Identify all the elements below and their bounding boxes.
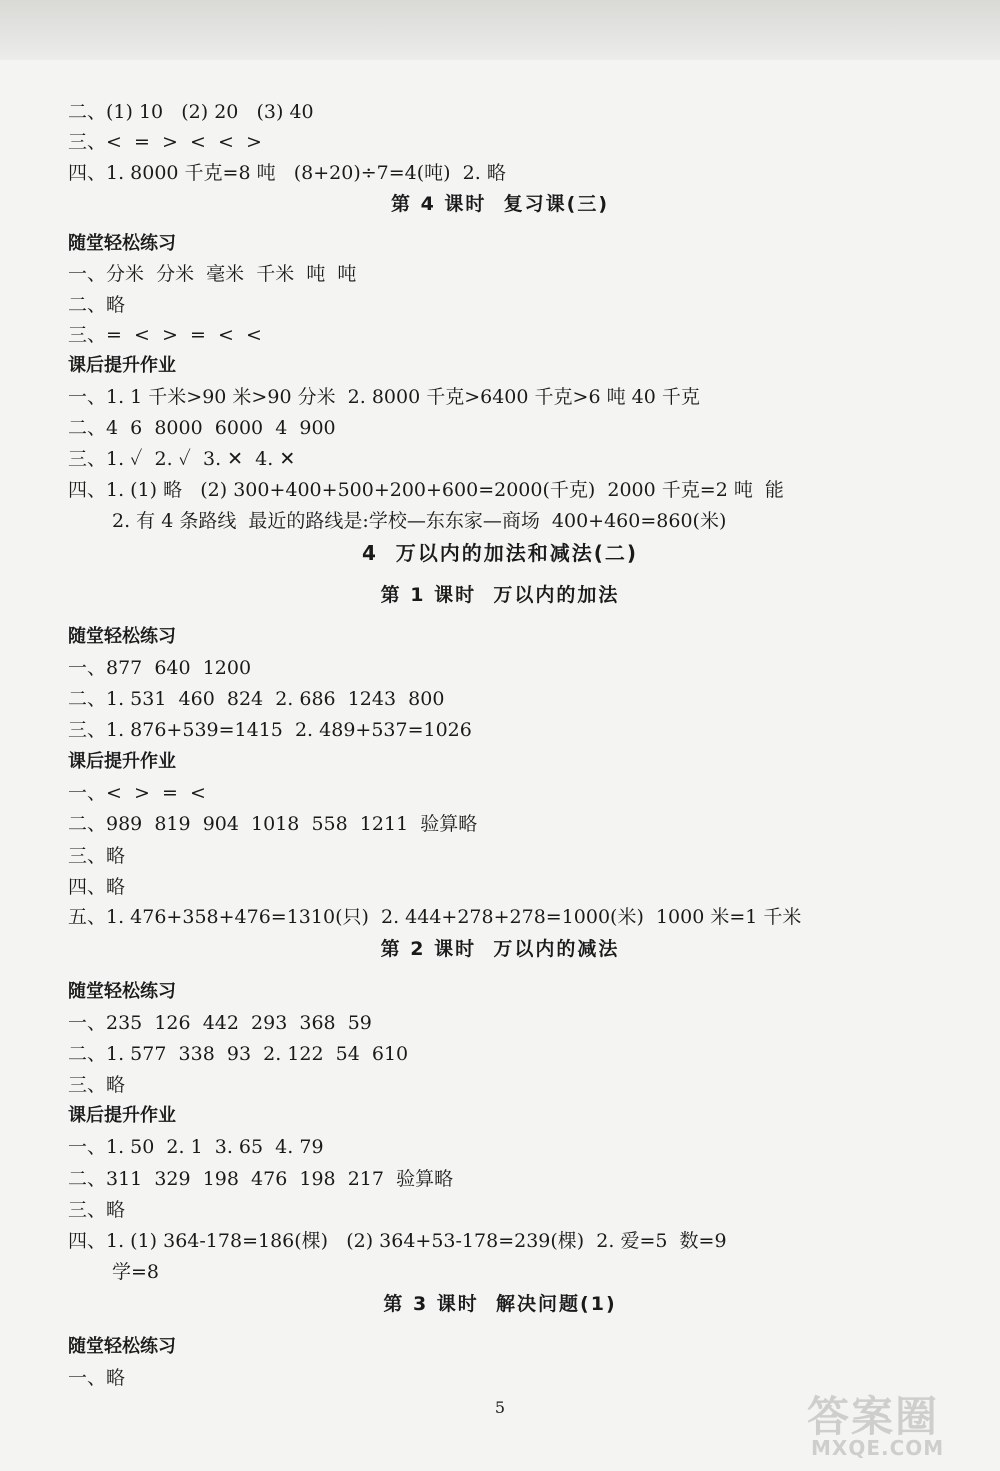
answer-line: 一、877 640 1200 <box>68 657 252 679</box>
watermark-logo <box>797 1384 982 1464</box>
answer-line: 一、略 <box>68 1367 126 1389</box>
lesson-heading: 第 2 课时 万以内的减法 <box>380 938 620 960</box>
answer-line: 一、< > = < <box>68 782 206 804</box>
answer-line: 二、1. 577 338 93 2. 122 54 610 <box>68 1043 409 1065</box>
answer-line: 二、311 329 198 476 198 217 验算略 <box>68 1168 454 1190</box>
answer-line: 二、略 <box>68 294 126 316</box>
lesson-heading: 第 1 课时 万以内的加法 <box>380 584 620 606</box>
answer-line: 二、989 819 904 1018 558 1211 验算略 <box>68 813 478 835</box>
section-label: 课后提升作业 <box>68 751 176 772</box>
watermark-url: MXQE.COM <box>811 1436 945 1460</box>
answer-line: 二、1. 531 460 824 2. 686 1243 800 <box>68 688 445 710</box>
section-label: 随堂轻松练习 <box>68 981 176 1002</box>
answer-line: 三、1. ✓ 2. ✓ 3. ✕ 4. ✕ <box>68 448 296 470</box>
section-label: 课后提升作业 <box>68 1105 176 1126</box>
answer-line: 一、1. 1 千米>90 米>90 分米 2. 8000 千克>6400 千克>6 吨 40 千克 <box>68 386 700 408</box>
answer-line: 一、235 126 442 293 368 59 <box>68 1012 372 1034</box>
answer-line: 三、略 <box>68 845 126 867</box>
answer-line: 四、1. 8000 千克=8 吨 (8+20)÷7=4(吨) 2. 略 <box>68 162 506 184</box>
section-label: 随堂轻松练习 <box>68 1336 176 1357</box>
answer-line: 三、1. 876+539=1415 2. 489+537=1026 <box>68 719 472 741</box>
answer-line: 二、(1) 10 (2) 20 (3) 40 <box>68 101 314 123</box>
answer-line: 三、略 <box>68 1199 126 1221</box>
answer-line: 三、< = > < < > <box>68 131 262 153</box>
answer-line: 四、1. (1) 364-178=186(棵) (2) 364+53-178=239(棵) 2. 爱=5 数=9 <box>68 1230 727 1252</box>
answer-line: 一、1. 50 2. 1 3. 65 4. 79 <box>68 1136 324 1158</box>
answer-line: 二、4 6 8000 6000 4 900 <box>68 417 336 439</box>
section-label: 随堂轻松练习 <box>68 233 176 254</box>
section-label: 课后提升作业 <box>68 355 176 376</box>
page-number: 5 <box>494 1398 506 1417</box>
answer-line: 五、1. 476+358+476=1310(只) 2. 444+278+278=1000(米) 1000 米=1 千米 <box>68 906 802 928</box>
chapter-heading: 4 万以内的加法和减法(二) <box>361 541 639 565</box>
answer-line: 三、略 <box>68 1074 126 1096</box>
answer-line: 四、1. (1) 略 (2) 300+400+500+200+600=2000(千克) 2000 千克=2 吨 能 <box>68 479 784 501</box>
answer-line: 三、= < > = < < <box>68 324 262 346</box>
answer-line: 一、分米 分米 毫米 千米 吨 吨 <box>68 263 357 285</box>
lesson-heading: 第 3 课时 解决问题(1) <box>383 1293 617 1315</box>
answer-line: 四、略 <box>68 876 126 898</box>
section-label: 随堂轻松练习 <box>68 626 176 647</box>
answer-line: 2. 有 4 条路线 最近的路线是:学校—东东家—商场 400+460=860(米) <box>112 510 727 532</box>
scan-top-band <box>0 0 1000 60</box>
lesson-heading: 第 4 课时 复习课(三) <box>390 193 610 215</box>
watermark-text: 答案圈 <box>807 1392 940 1441</box>
answer-line: 学=8 <box>112 1261 160 1283</box>
